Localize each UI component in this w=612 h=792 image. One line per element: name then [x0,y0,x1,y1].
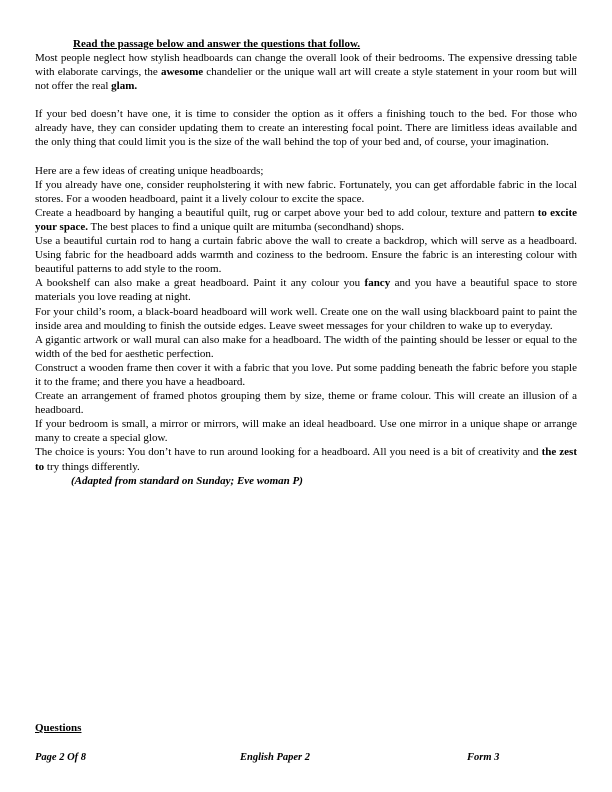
footer-page-number: Page 2 Of 8 [35,752,87,763]
idea-wooden-frame: Construct a wooden frame then cover it with a fabric that you love. Put some padding beneath the fabric before you staple it to the frame; and there you have a headboard. [35,361,577,388]
questions-heading: Questions [35,722,82,734]
text-run: A bookshelf can also make a great headboard. Paint it any colour you [35,277,365,290]
source-citation: (Adapted from standard on Sunday; Eve woman P) [71,474,303,487]
bold-phrase-zest: the zest to [35,446,577,473]
conclusion [35,445,577,473]
idea-bookshelf [35,276,577,304]
idea-blackboard: For your child’s room, a black-board headboard will work well. Create one on the wall using blackboard paint to paint the inside area and moulding to finish the outside edges. Leave sweet messages for your children to wake up to everyday. [35,305,577,332]
idea-mirror: If your bedroom is small, a mirror or mirrors, will make an ideal headboard. Use one mirror in a unique shape or arrange many to create a special glow. [35,418,577,445]
footer-paper-title: English Paper 2 [240,752,311,763]
text-run: chandelier or the unique wall art will create a style statement in your room but will not offer the real [35,66,577,93]
idea-reupholster: If you already have one, consider reupholstering it with new fabric. Fortunately, you can get affordable fabric in the local stores. For a wooden headboard, paint it a lively colour to excite the space. [35,178,577,205]
idea-artwork: A gigantic artwork or wall mural can also make for a headboard. The width of the painting should be lesser or equal to the width of the bed for aesthetic perfection. [35,333,577,360]
idea-photos: Create an arrangement of framed photos grouping them by size, theme or frame colour. This will create an illusion of a headboard. [35,390,577,417]
text-run: try things differently. [44,460,140,473]
text-run: Most people neglect how stylish headboards can change the overall look of their bedrooms. The expensive dressing table with elaborate carvings, the [35,52,577,79]
bold-word-awesome: awesome [160,66,204,79]
passage [35,51,577,488]
paragraph-intro-2: If your bed doesn’t have one, it is time to consider the option as it offers a finishing touch to the bed. For those who already have, they can consider updating them to create an interesting focal point. There are limitless ideas available and the only thing that could limit you is the size of the wall behind the top of your bed and, of course, your imagination. [35,108,577,149]
footer-form: Form 3 [467,752,500,763]
idea-curtain: Use a beautiful curtain rod to hang a curtain fabric above the wall to create a backdrop, which will serve as a headboard. Using fabric for the headboard adds warmth and coziness to the bedroom. Ensure the fabric is an interesting colour with beautiful patterns to add style to the room. [35,235,577,276]
text-run: The best places to find a unique quilt are mitumba (secondhand) shops. [87,220,404,233]
instruction-heading: Read the passage below and answer the questions that follow. [73,38,361,50]
bold-word-fancy: fancy [364,277,391,290]
ideas-lead: Here are a few ideas of creating unique headboards; [35,164,264,177]
bold-phrase-excite: to excite your space. [35,206,578,233]
bold-word-glam: glam. [111,80,138,93]
text-run: and you have a beautiful space to store materials you love reading at night. [35,277,577,304]
text-run: Create a headboard by hanging a beautiful quilt, rug or carpet above your bed to add colour, texture and pattern [35,206,538,219]
idea-quilt [35,206,577,234]
paragraph-intro-1 [35,51,577,93]
text-run: The choice is yours: You don’t have to run around looking for a headboard. All you need is a bit of creativity and [35,446,542,459]
